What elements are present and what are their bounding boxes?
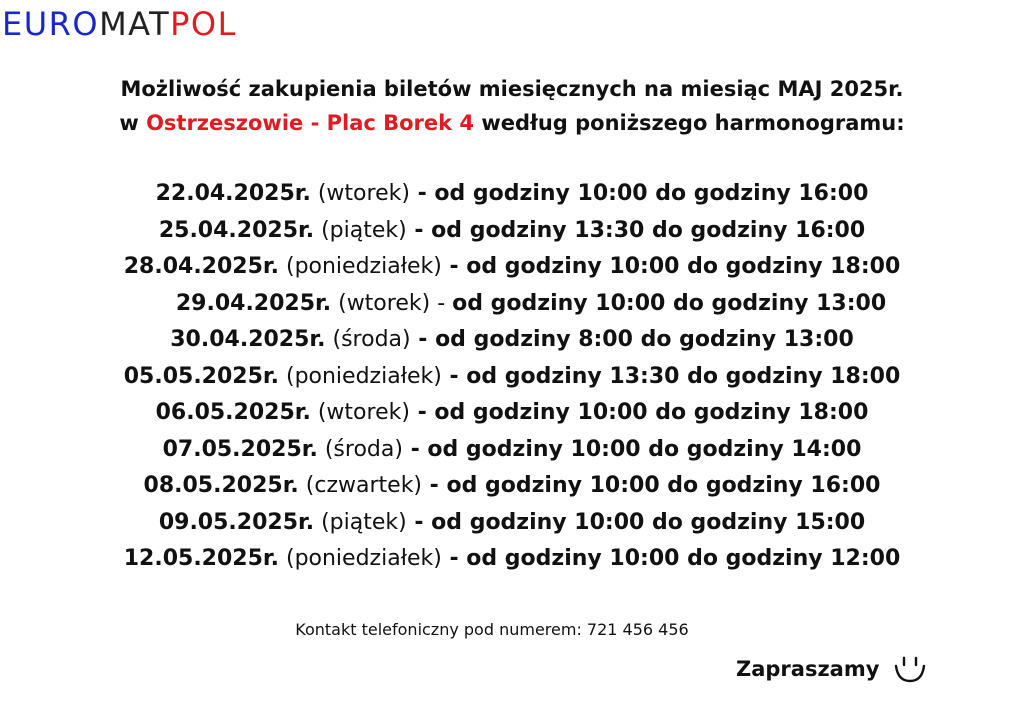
schedule-date: 08.05.2025r.	[143, 473, 299, 498]
contact-phone-text: Kontakt telefoniczny pod numerem: 721 456 456	[295, 620, 689, 639]
schedule-day: (środa)	[332, 327, 411, 352]
schedule-item	[0, 213, 1024, 250]
location-highlight: Ostrzeszowie - Plac Borek 4	[146, 111, 475, 135]
schedule-day: (piątek)	[321, 217, 407, 243]
schedule-hours: od godziny 10:00 do godziny 14:00	[427, 436, 862, 462]
schedule-dash: -	[422, 473, 447, 498]
schedule-item	[0, 432, 1024, 469]
schedule-hours: od godziny 10:00 do godziny 12:00	[466, 546, 901, 571]
schedule-hours: od godziny 10:00 do godziny 15:00	[431, 509, 866, 535]
schedule-date: 09.05.2025r.	[158, 509, 315, 535]
heading-line-2-suffix: według poniższego harmonogramu:	[474, 111, 905, 135]
schedule-date: 12.05.2025r.	[123, 546, 279, 571]
schedule-day: (poniedziałek)	[285, 363, 442, 389]
schedule-date: 29.04.2025r.	[175, 290, 332, 316]
schedule-date: 07.05.2025r.	[162, 436, 318, 462]
schedule-hours: od godziny 13:30 do godziny 16:00	[431, 217, 866, 243]
schedule-day: (wtorek)	[338, 290, 431, 316]
schedule-item	[0, 395, 1024, 432]
schedule-date: 28.04.2025r.	[123, 254, 279, 279]
schedule-hours: od godziny 13:30 do godziny 18:00	[466, 363, 901, 389]
heading-line-1: Możliwość zakupienia biletów miesięcznych na miesiąc MAJ 2025r.	[120, 77, 904, 101]
schedule-dash: -	[406, 509, 432, 535]
schedule-dash: -	[430, 290, 453, 316]
schedule-day: (czwartek)	[305, 473, 423, 498]
schedule-date: 05.05.2025r.	[123, 363, 279, 389]
heading-line-2-prefix: w	[119, 111, 147, 135]
schedule-date: 25.04.2025r.	[158, 217, 315, 243]
schedule-item	[0, 359, 1024, 396]
schedule-hours: od godziny 10:00 do godziny 18:00	[434, 400, 869, 425]
schedule-hours: od godziny 10:00 do godziny 16:00	[446, 473, 881, 498]
schedule-date: 06.05.2025r.	[155, 400, 311, 425]
logo-part-mat: MAT	[99, 5, 171, 43]
schedule-day: (wtorek)	[317, 400, 410, 425]
schedule-item	[0, 249, 1024, 286]
schedule-day: (piątek)	[321, 509, 407, 535]
schedule-item	[0, 505, 1024, 542]
smiley-icon	[893, 654, 927, 684]
schedule-item	[0, 286, 1024, 323]
brand-logo	[2, 4, 237, 44]
schedule-item	[0, 176, 1024, 213]
schedule-date: 22.04.2025r.	[155, 181, 311, 206]
schedule-item	[0, 541, 1024, 578]
schedule-dash: -	[409, 181, 435, 206]
schedule-dash: -	[406, 217, 432, 243]
schedule-day: (poniedziałek)	[285, 254, 442, 279]
schedule-dash: -	[410, 327, 436, 352]
schedule-list	[0, 176, 1024, 578]
schedule-day: (poniedziałek)	[285, 546, 442, 571]
schedule-day: (wtorek)	[317, 181, 410, 206]
announcement-heading	[0, 72, 1024, 140]
invitation	[736, 652, 927, 686]
schedule-hours: od godziny 10:00 do godziny 16:00	[434, 181, 869, 206]
schedule-dash: -	[402, 436, 428, 462]
invite-text: Zapraszamy	[736, 657, 880, 681]
schedule-item	[0, 468, 1024, 505]
schedule-dash: -	[409, 400, 435, 425]
schedule-dash: -	[441, 254, 467, 279]
heading-line-2	[0, 106, 1024, 140]
schedule-hours: od godziny 8:00 do godziny 13:00	[435, 327, 854, 352]
schedule-date: 30.04.2025r.	[170, 327, 326, 352]
schedule-dash: -	[441, 363, 467, 389]
logo-part-pol: POL	[170, 5, 237, 43]
logo-part-euro: EURO	[2, 5, 100, 43]
schedule-item	[0, 322, 1024, 359]
schedule-dash: -	[441, 546, 467, 571]
schedule-hours: od godziny 10:00 do godziny 18:00	[466, 254, 901, 279]
schedule-day: (środa)	[324, 436, 403, 462]
schedule-hours: od godziny 10:00 do godziny 13:00	[452, 290, 887, 316]
